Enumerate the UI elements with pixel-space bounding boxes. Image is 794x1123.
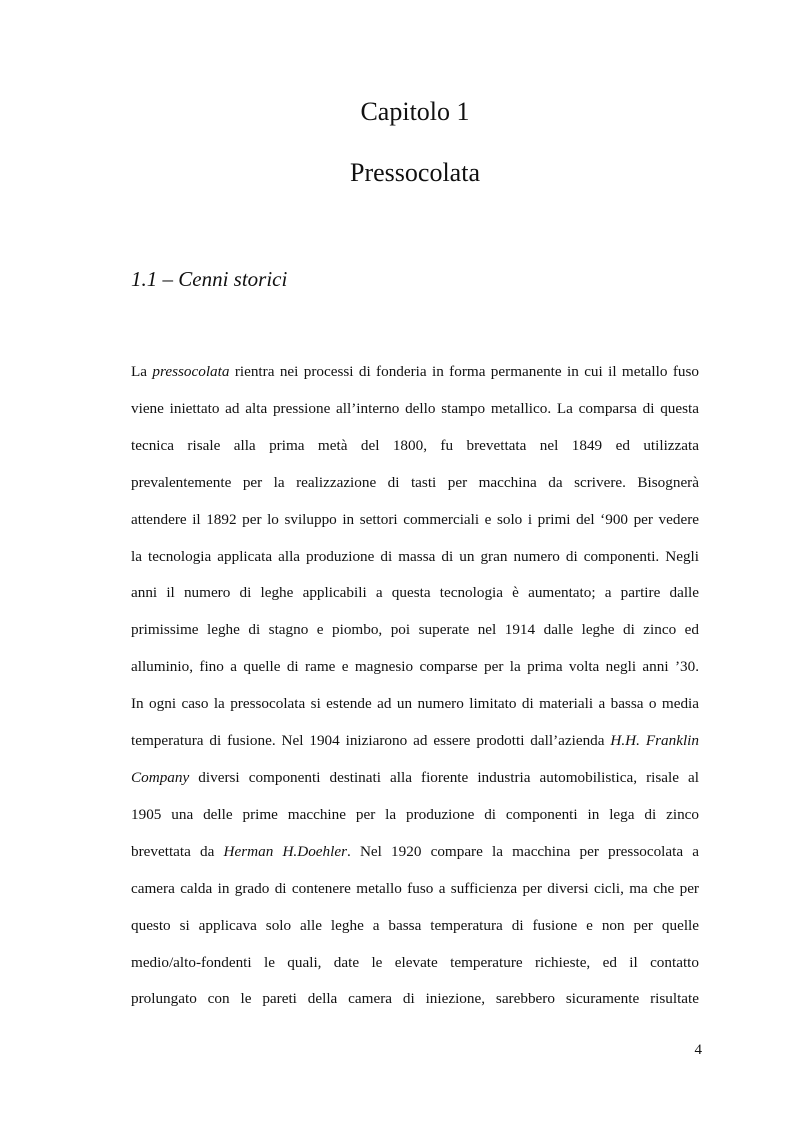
text-run: In ogni caso la pressocolata si estende ad un numero limitato di materiali a bassa o media — [131, 695, 699, 713]
text-run: questo si applicava solo alle leghe a bassa temperatura di fusione e non per quelle — [131, 916, 699, 934]
text-line — [131, 871, 699, 908]
text-run: La — [131, 363, 153, 380]
italic-term: pressocolata — [152, 363, 230, 380]
text-run: 1905 una delle prime macchine per la produzione di componenti in lega di zinco — [131, 805, 699, 823]
italic-term: H.H. Franklin — [610, 732, 699, 750]
text-run: anni il numero di leghe applicabili a questa tecnologia è aumentato; a partire dalle — [131, 584, 699, 602]
text-run: diversi componenti destinati alla fiorente industria automobilistica, risale al — [189, 768, 699, 786]
text-line — [131, 760, 699, 797]
page-number: 4 — [694, 1042, 702, 1058]
text-run: viene iniettato ad alta pressione all’interno dello stampo metallico. La comparsa di questa — [131, 399, 699, 417]
text-line — [131, 612, 699, 649]
italic-term: Herman H.Doehler — [223, 842, 347, 860]
text-line — [131, 908, 699, 945]
text-run: prolungato con le pareti della camera di iniezione, sarebbero sicuramente risultate — [131, 990, 699, 1008]
text-line — [131, 539, 699, 576]
text-line — [131, 945, 699, 982]
text-run: medio/alto-fondenti le quali, date le elevate temperature richieste, ed il contatto — [131, 953, 699, 971]
body-paragraph — [131, 354, 699, 1018]
text-run: la tecnologia applicata alla produzione di massa di un gran numero di componenti. Negli — [131, 547, 699, 565]
text-line — [131, 834, 699, 871]
chapter-number: Capitolo 1 — [360, 97, 470, 126]
italic-term: Company — [131, 768, 190, 786]
text-run: rientra nei processi di fonderia in forma permanente in cui il metallo fuso — [229, 363, 699, 380]
text-run: temperatura di fusione. Nel 1904 iniziarono ad essere prodotti dall’azienda — [131, 732, 611, 750]
text-line — [131, 465, 699, 502]
text-line — [131, 797, 699, 834]
text-line — [131, 428, 699, 465]
chapter-title: Pressocolata — [350, 158, 480, 187]
text-line — [131, 354, 699, 391]
text-line — [131, 723, 699, 760]
text-line — [131, 575, 699, 612]
text-run: camera calda in grado di contenere metallo fuso a sufficienza per diversi cicli, ma che per — [131, 879, 699, 897]
text-line — [131, 391, 699, 428]
text-run: brevettata da — [131, 842, 224, 860]
text-run: tecnica risale alla prima metà del 1800, fu brevettata nel 1849 ed utilizzata — [131, 436, 699, 454]
text-run: primissime leghe di stagno e piombo, poi superate nel 1914 dalle leghe di zinco ed — [131, 621, 699, 639]
section-heading: 1.1 – Cenni storici — [131, 267, 288, 291]
text-line — [131, 686, 699, 723]
text-run: attendere il 1892 per lo sviluppo in settori commerciali e solo i primi del ‘900 per vedere — [131, 510, 699, 528]
text-line — [131, 981, 699, 1018]
text-line — [131, 502, 699, 539]
text-run: alluminio, fino a quelle di rame e magnesio comparse per la prima volta negli anni ’30. — [131, 658, 699, 676]
text-run: . Nel 1920 compare la macchina per pressocolata a — [347, 842, 699, 860]
text-run: prevalentemente per la realizzazione di tasti per macchina da scrivere. Bisognerà — [131, 473, 699, 491]
text-line — [131, 649, 699, 686]
